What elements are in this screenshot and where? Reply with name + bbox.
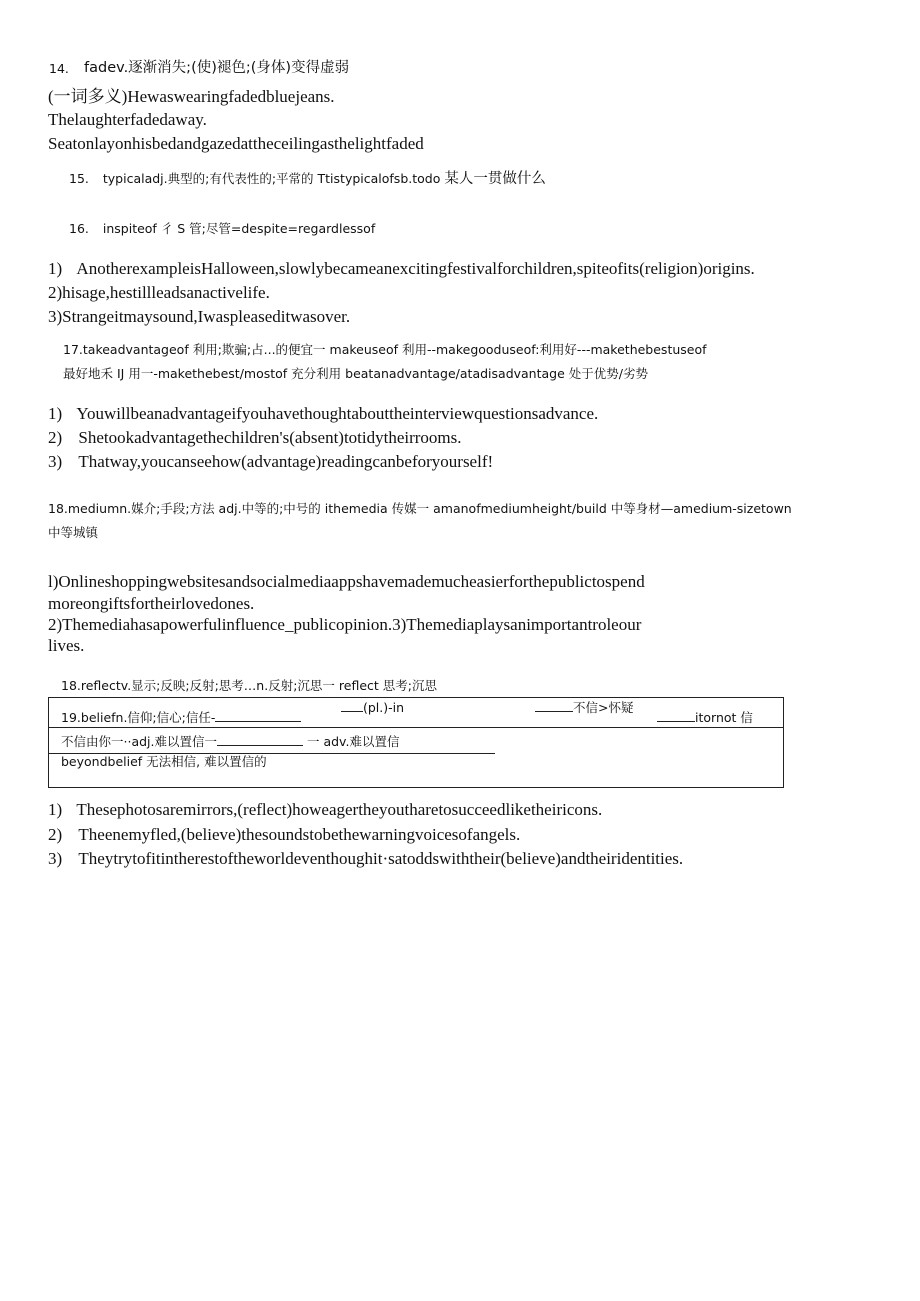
item-17-heading-line-2: 最好地禾 IJ 用一-makethebest/mostof 充分利用 beatanadvantage/atadisadvantage 处于优势/劣势 xyxy=(63,366,648,381)
item-16-text: inspiteof 彳 S 管;尽管=despite=regardlessof xyxy=(102,221,376,236)
item-19-row-1-d-text: itornot 信 xyxy=(695,710,753,725)
item-18-medium-heading-line-2: 中等城镇 xyxy=(48,525,99,540)
item-14-number: 14. xyxy=(49,61,69,76)
item-18-medium-example-2b: lives. xyxy=(48,636,85,655)
item-14-example-3: Seatonlayonhisbedandgazedattheceilingasthelightfaded xyxy=(48,134,424,153)
item-16-number: 16. xyxy=(69,221,89,236)
item-17-example-1-text: Youwillbeanadvantageifyouhavethoughtabouttheinterviewquestionsadvance. xyxy=(76,404,599,423)
item-19-blank-4 xyxy=(657,710,695,722)
item-15-text-tail: 某人一贯做什么 xyxy=(444,171,546,187)
item-19-example-1-num: 1) xyxy=(48,800,63,819)
item-19-example-2-num: 2) xyxy=(48,825,63,844)
item-19-blank-3 xyxy=(535,700,573,712)
item-15-number: 15. xyxy=(69,171,89,186)
item-19-example-1 xyxy=(48,800,602,820)
item-18-medium-heading-line-1: 18.mediumn.媒介;手段;方法 adj.中等的;中号的 ithemedia 传媒一 amanofmediumheight/build 中等身材—amedium-sizetown xyxy=(48,501,792,516)
item-19-row-2 xyxy=(61,734,399,749)
item-17-example-1-num: 1) xyxy=(48,404,63,423)
item-16-example-2: 2)hisage,hestillleadsanactivelife. xyxy=(48,283,270,302)
item-19-row-1-b xyxy=(341,700,404,715)
item-19-example-2 xyxy=(48,825,520,845)
item-17-example-2-text: Shetookadvantagethechildren's(absent)totidytheirrooms. xyxy=(78,428,462,447)
item-19-example-2-text: Theenemyfled,(believe)thesoundstobethewarningvoicesofangels. xyxy=(78,825,521,844)
item-18-medium-example-1b: moreongiftsfortheirlovedones. xyxy=(48,594,255,613)
item-19-row-1-a xyxy=(61,710,301,725)
item-17-example-2-num: 2) xyxy=(48,428,63,447)
item-19-example-3 xyxy=(48,849,683,869)
item-14-heading: fadev.逐渐消失;(使)褪色;(身体)变得虚弱 xyxy=(84,60,350,76)
item-17-heading-line-1: 17.takeadvantageof 利用;欺骗;占...的便宜一 makeuseof 利用--makegooduseof:利用好---makethebestuseof xyxy=(63,342,707,357)
item-19-row-divider xyxy=(49,727,784,728)
item-17-example-3-text: Thatway,youcanseehow(advantage)readingcanbeforyourself! xyxy=(78,452,494,471)
item-16-example-1-text: AnotherexampleisHalloween,slowlybecameanexcitingfestivalforchildren,spiteofits(religion)origins. xyxy=(76,259,755,278)
item-18-medium-example-1a: l)Onlineshoppingwebsitesandsocialmediaappshavemademucheasierforthepublictospend xyxy=(48,572,645,591)
item-15-text: typicaladj.典型的;有代表性的;平常的 Ttistypicalofsb.todo xyxy=(102,171,441,186)
item-19-box xyxy=(48,697,784,788)
item-19-row-1-d xyxy=(657,710,753,725)
item-15-heading xyxy=(69,171,546,188)
item-19-row-1-a-text: 19.beliefn.信仰;信心;信任- xyxy=(61,710,216,725)
item-19-example-1-text: Thesephotosaremirrors,(reflect)howeagertheyoutharetosucceedliketheiricons. xyxy=(76,800,603,819)
item-19-blank-1 xyxy=(215,710,301,722)
item-14-example-2: Thelaughterfadedaway. xyxy=(48,110,207,129)
item-17-example-1 xyxy=(48,404,598,424)
item-14-example-1: (一词多义)Hewaswearingfadedbluejeans. xyxy=(48,87,335,106)
item-19-blank-2 xyxy=(341,700,363,712)
item-16-example-1-num: 1) xyxy=(48,259,63,278)
item-16-example-3: 3)Strangeitmaysound,Iwaspleaseditwasover. xyxy=(48,307,351,326)
item-19-row-1-c xyxy=(535,700,633,715)
item-19-row-2-a-text: 不信由你一··adj.难以置信一 xyxy=(61,734,217,749)
item-16-example-1 xyxy=(48,259,755,279)
item-17-example-2 xyxy=(48,428,462,448)
item-16-heading xyxy=(69,222,375,236)
item-19-row-3: beyondbelief 无法相信, 难以置信的 xyxy=(61,754,267,769)
item-17-example-3-num: 3) xyxy=(48,452,63,471)
item-19-row-2-b-text: 一 adv.难以置信 xyxy=(306,734,400,749)
item-19-blank-5 xyxy=(217,734,303,746)
item-17-example-3 xyxy=(48,452,493,472)
item-19-row-1-c-text: 不信>怀疑 xyxy=(573,700,634,715)
item-18-medium-example-2a: 2)Themediahasapowerfulinfluence_publicopinion.3)Themediaplaysanimportantroleour xyxy=(48,615,642,634)
item-19-example-3-num: 3) xyxy=(48,849,63,868)
item-18-reflect-heading: 18.reflectv.显示;反映;反射;思考…n.反射;沉思一 reflect 思考;沉思 xyxy=(61,678,437,693)
item-19-example-3-text: Theytrytofitintherestoftheworldeventhoughit·satoddswiththeir(believe)andtheiridentities. xyxy=(78,849,684,868)
item-19-row-1-b-text: (pl.)-in xyxy=(363,700,405,715)
